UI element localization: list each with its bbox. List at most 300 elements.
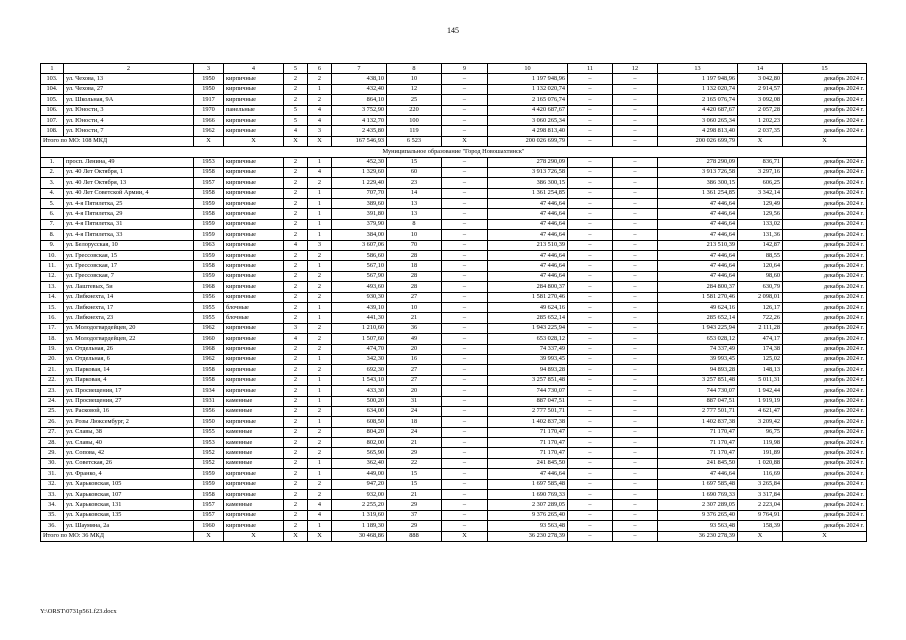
total-cell: X (224, 136, 284, 146)
col-11-cell: – (568, 427, 613, 437)
total-cost-cell: 1 361 254,85 (488, 188, 568, 198)
address-cell: ул. Грессовская, 7 (64, 271, 194, 281)
regional-cost-cell: 74 337,49 (658, 344, 738, 354)
col-12-cell: – (613, 115, 658, 125)
build-year-cell: 1952 (194, 458, 224, 468)
total-cell: 30 468,86 (332, 531, 387, 541)
col-12-cell: – (613, 510, 658, 520)
table-row (41, 157, 867, 167)
regional-cost-cell: 241 845,50 (658, 458, 738, 468)
build-year-cell: 1966 (194, 115, 224, 125)
total-cost-cell: 49 624,16 (488, 302, 568, 312)
col-11-cell: – (568, 167, 613, 177)
col-12-cell: – (613, 219, 658, 229)
regional-cost-cell: 47 446,64 (658, 230, 738, 240)
row-number-cell: 9. (41, 240, 64, 250)
build-year-cell: 1959 (194, 219, 224, 229)
header-cell: 13 (658, 64, 738, 74)
col-11-cell: – (568, 406, 613, 416)
col-9-cell: – (442, 219, 488, 229)
row-number-cell: 20. (41, 354, 64, 364)
regional-cost-cell: 94 893,28 (658, 365, 738, 375)
col-9-cell: – (442, 74, 488, 84)
deadline-cell: декабрь 2024 г. (783, 334, 867, 344)
deadline-cell: декабрь 2024 г. (783, 500, 867, 510)
wall-material-cell: кирпичные (224, 188, 284, 198)
area-cell: 449,00 (332, 469, 387, 479)
deadline-cell: декабрь 2024 г. (783, 126, 867, 136)
total-cost-cell: 71 170,47 (488, 448, 568, 458)
table-row (41, 448, 867, 458)
regional-cost-cell: 47 446,64 (658, 209, 738, 219)
address-cell: ул. Белорусская, 10 (64, 240, 194, 250)
unit-cost-cell: 4 621,47 (738, 406, 783, 416)
col-12-cell: – (613, 74, 658, 84)
floors-cell: 2 (284, 188, 308, 198)
table-row (41, 438, 867, 448)
wall-material-cell: кирпичные (224, 282, 284, 292)
total-cost-cell: 2 165 076,74 (488, 95, 568, 105)
regional-cost-cell: 47 446,64 (658, 261, 738, 271)
header-cell: 8 (387, 64, 442, 74)
table-row (41, 334, 867, 344)
entrances-cell: 2 (308, 271, 332, 281)
address-cell: ул. 40 Лет Октября, 13 (64, 178, 194, 188)
col-9-cell: – (442, 313, 488, 323)
address-cell: ул. Шаумяна, 2а (64, 521, 194, 531)
regional-cost-cell: 386 300,15 (658, 178, 738, 188)
col-12-cell: – (613, 323, 658, 333)
total-cell: X (194, 136, 224, 146)
col-11-cell: – (568, 95, 613, 105)
address-cell: ул. 40 Лет Советской Армии, 4 (64, 188, 194, 198)
wall-material-cell: блочные (224, 302, 284, 312)
total-cost-cell: 1 943 225,94 (488, 323, 568, 333)
unit-cost-cell: 2 111,28 (738, 323, 783, 333)
entrances-cell: 2 (308, 490, 332, 500)
build-year-cell: 1953 (194, 157, 224, 167)
col-9-cell: – (442, 323, 488, 333)
build-year-cell: 1963 (194, 240, 224, 250)
residents-cell: 28 (387, 271, 442, 281)
deadline-cell: декабрь 2024 г. (783, 479, 867, 489)
area-cell: 2 255,20 (332, 500, 387, 510)
col-11-cell: – (568, 365, 613, 375)
area-cell: 432,40 (332, 84, 387, 94)
address-cell: ул. Славы, 40 (64, 438, 194, 448)
build-year-cell: 1950 (194, 417, 224, 427)
build-year-cell: 1956 (194, 292, 224, 302)
entrances-cell: 2 (308, 365, 332, 375)
col-12-cell: – (613, 490, 658, 500)
floors-cell: 2 (284, 375, 308, 385)
row-number-cell: 16. (41, 313, 64, 323)
floors-cell: 3 (284, 323, 308, 333)
build-year-cell: 1958 (194, 261, 224, 271)
unit-cost-cell: 174,38 (738, 344, 783, 354)
address-cell: ул. Юности, 3 (64, 105, 194, 115)
floors-cell: 2 (284, 417, 308, 427)
wall-material-cell: кирпичные (224, 219, 284, 229)
table-row (41, 323, 867, 333)
total-cell: X (783, 531, 867, 541)
build-year-cell: 1953 (194, 438, 224, 448)
col-11-cell: – (568, 292, 613, 302)
entrances-cell: 2 (308, 427, 332, 437)
address-cell: ул. Просвещения, 17 (64, 386, 194, 396)
area-cell: 379,90 (332, 219, 387, 229)
col-9-cell: – (442, 469, 488, 479)
floors-cell: 2 (284, 251, 308, 261)
row-number-cell: 104. (41, 84, 64, 94)
build-year-cell: 1958 (194, 490, 224, 500)
header-cell: 3 (194, 64, 224, 74)
area-cell: 342,30 (332, 354, 387, 364)
wall-material-cell: кирпичные (224, 490, 284, 500)
col-11-cell: – (568, 344, 613, 354)
row-number-cell: 18. (41, 334, 64, 344)
area-cell: 433,30 (332, 386, 387, 396)
wall-material-cell: кирпичные (224, 74, 284, 84)
address-cell: ул. Харьковская, 135 (64, 510, 194, 520)
address-cell: ул. Лаштевых, 5и (64, 282, 194, 292)
table-row (41, 396, 867, 406)
col-11-cell: – (568, 417, 613, 427)
address-cell: ул. Молодогвардейцев, 20 (64, 323, 194, 333)
header-cell: 15 (783, 64, 867, 74)
build-year-cell: 1968 (194, 282, 224, 292)
total-cost-cell: 47 446,64 (488, 230, 568, 240)
wall-material-cell: кирпичные (224, 84, 284, 94)
build-year-cell: 1959 (194, 199, 224, 209)
regional-cost-cell: 47 446,64 (658, 251, 738, 261)
total-cost-cell: 285 652,14 (488, 313, 568, 323)
table-row (41, 354, 867, 364)
col-12-cell: – (613, 469, 658, 479)
housing-repair-table-wrapper (40, 63, 866, 542)
regional-cost-cell: 1 197 948,96 (658, 74, 738, 84)
regional-cost-cell: 47 446,64 (658, 219, 738, 229)
area-cell: 864,10 (332, 95, 387, 105)
total-cell: X (308, 531, 332, 541)
regional-cost-cell: 47 446,64 (658, 199, 738, 209)
area-cell: 634,00 (332, 406, 387, 416)
residents-cell: 12 (387, 84, 442, 94)
row-number-cell: 26. (41, 417, 64, 427)
header-cell: 7 (332, 64, 387, 74)
row-number-cell: 22. (41, 375, 64, 385)
area-cell: 3 607,06 (332, 240, 387, 250)
build-year-cell: 1959 (194, 469, 224, 479)
total-cost-cell: 47 446,64 (488, 469, 568, 479)
address-cell: ул. 4-я Пятилетка, 31 (64, 219, 194, 229)
col-11-cell: – (568, 375, 613, 385)
area-cell: 932,00 (332, 490, 387, 500)
area-cell: 1 210,60 (332, 323, 387, 333)
entrances-cell: 2 (308, 178, 332, 188)
total-cost-cell: 9 376 265,40 (488, 510, 568, 520)
col-12-cell: – (613, 84, 658, 94)
row-number-cell: 8. (41, 230, 64, 240)
total-cell: X (738, 531, 783, 541)
unit-cost-cell: 3 265,84 (738, 479, 783, 489)
table-row (41, 84, 867, 94)
wall-material-cell: кирпичные (224, 479, 284, 489)
unit-cost-cell: 606,25 (738, 178, 783, 188)
row-number-cell: 30. (41, 458, 64, 468)
residents-cell: 100 (387, 115, 442, 125)
row-number-cell: 23. (41, 386, 64, 396)
entrances-cell: 1 (308, 521, 332, 531)
floors-cell: 2 (284, 354, 308, 364)
table-row (41, 386, 867, 396)
address-cell: ул. Советская, 26 (64, 458, 194, 468)
row-number-cell: 106. (41, 105, 64, 115)
table-row (41, 199, 867, 209)
table-row (41, 178, 867, 188)
col-9-cell: – (442, 302, 488, 312)
deadline-cell: декабрь 2024 г. (783, 521, 867, 531)
total-cost-cell: 278 290,09 (488, 157, 568, 167)
row-number-cell: 32. (41, 479, 64, 489)
floors-cell: 2 (284, 282, 308, 292)
wall-material-cell: кирпичные (224, 251, 284, 261)
unit-cost-cell: 131,36 (738, 230, 783, 240)
wall-material-cell: кирпичные (224, 157, 284, 167)
deadline-cell: декабрь 2024 г. (783, 261, 867, 271)
col-11-cell: – (568, 74, 613, 84)
wall-material-cell: кирпичные (224, 354, 284, 364)
entrances-cell: 2 (308, 251, 332, 261)
table-row (41, 406, 867, 416)
build-year-cell: 1952 (194, 448, 224, 458)
col-9-cell: – (442, 510, 488, 520)
floors-cell: 2 (284, 261, 308, 271)
entrances-cell: 1 (308, 386, 332, 396)
col-12-cell: – (613, 126, 658, 136)
col-11-cell: – (568, 490, 613, 500)
build-year-cell: 1959 (194, 251, 224, 261)
unit-cost-cell: 2 098,01 (738, 292, 783, 302)
total-cost-cell: 1 402 837,38 (488, 417, 568, 427)
wall-material-cell: кирпичные (224, 510, 284, 520)
deadline-cell: декабрь 2024 г. (783, 282, 867, 292)
col-12-cell: – (613, 209, 658, 219)
area-cell: 3 752,90 (332, 105, 387, 115)
unit-cost-cell: 191,89 (738, 448, 783, 458)
col-9-cell: – (442, 334, 488, 344)
col-12-cell: – (613, 458, 658, 468)
build-year-cell: 1955 (194, 427, 224, 437)
unit-cost-cell: 1 020,88 (738, 458, 783, 468)
col-9-cell: – (442, 178, 488, 188)
table-row (41, 344, 867, 354)
total-cell: – (568, 136, 613, 146)
residents-cell: 21 (387, 490, 442, 500)
build-year-cell: 1970 (194, 105, 224, 115)
floors-cell: 5 (284, 105, 308, 115)
header-cell: 12 (613, 64, 658, 74)
col-12-cell: – (613, 271, 658, 281)
col-11-cell: – (568, 334, 613, 344)
total-cost-cell: 213 510,39 (488, 240, 568, 250)
row-number-cell: 31. (41, 469, 64, 479)
table-row (41, 521, 867, 531)
floors-cell: 2 (284, 406, 308, 416)
col-12-cell: – (613, 188, 658, 198)
col-9-cell: – (442, 282, 488, 292)
residents-cell: 24 (387, 406, 442, 416)
col-11-cell: – (568, 323, 613, 333)
area-cell: 930,30 (332, 292, 387, 302)
build-year-cell: 1917 (194, 95, 224, 105)
entrances-cell: 1 (308, 375, 332, 385)
table-row (41, 282, 867, 292)
address-cell: ул. Франко, 4 (64, 469, 194, 479)
col-9-cell: – (442, 354, 488, 364)
total-row (41, 136, 867, 146)
deadline-cell: декабрь 2024 г. (783, 448, 867, 458)
deadline-cell: декабрь 2024 г. (783, 375, 867, 385)
col-12-cell: – (613, 365, 658, 375)
build-year-cell: 1962 (194, 126, 224, 136)
col-11-cell: – (568, 386, 613, 396)
col-12-cell: – (613, 438, 658, 448)
build-year-cell: 1931 (194, 396, 224, 406)
row-number-cell: 35. (41, 510, 64, 520)
build-year-cell: 1958 (194, 188, 224, 198)
row-number-cell: 33. (41, 490, 64, 500)
table-row (41, 74, 867, 84)
build-year-cell: 1956 (194, 406, 224, 416)
build-year-cell: 1958 (194, 167, 224, 177)
floors-cell: 2 (284, 365, 308, 375)
unit-cost-cell: 116,69 (738, 469, 783, 479)
regional-cost-cell: 1 581 270,46 (658, 292, 738, 302)
address-cell: ул. Розы Люксембург, 2 (64, 417, 194, 427)
regional-cost-cell: 285 652,14 (658, 313, 738, 323)
row-number-cell: 5. (41, 199, 64, 209)
total-cell: X (783, 136, 867, 146)
regional-cost-cell: 1 361 254,85 (658, 188, 738, 198)
regional-cost-cell: 3 913 726,58 (658, 167, 738, 177)
address-cell: ул. Школьная, 9А (64, 95, 194, 105)
col-11-cell: – (568, 209, 613, 219)
row-number-cell: 25. (41, 406, 64, 416)
total-label: Итого по МО: 108 МКД (41, 136, 194, 146)
table-row (41, 251, 867, 261)
total-cost-cell: 1 197 948,96 (488, 74, 568, 84)
residents-cell: 28 (387, 282, 442, 292)
unit-cost-cell: 3 042,80 (738, 74, 783, 84)
entrances-cell: 4 (308, 167, 332, 177)
floors-cell: 2 (284, 209, 308, 219)
deadline-cell: декабрь 2024 г. (783, 74, 867, 84)
residents-cell: 29 (387, 500, 442, 510)
entrances-cell: 2 (308, 438, 332, 448)
residents-cell: 70 (387, 240, 442, 250)
floors-cell: 2 (284, 500, 308, 510)
deadline-cell: декабрь 2024 г. (783, 323, 867, 333)
table-row (41, 417, 867, 427)
wall-material-cell: кирпичные (224, 386, 284, 396)
build-year-cell: 1959 (194, 230, 224, 240)
area-cell: 1 189,30 (332, 521, 387, 531)
entrances-cell: 1 (308, 199, 332, 209)
wall-material-cell: кирпичные (224, 240, 284, 250)
entrances-cell: 2 (308, 448, 332, 458)
area-cell: 947,20 (332, 479, 387, 489)
row-number-cell: 107. (41, 115, 64, 125)
header-cell: 5 (284, 64, 308, 74)
wall-material-cell: кирпичные (224, 126, 284, 136)
residents-cell: 29 (387, 448, 442, 458)
residents-cell: 20 (387, 344, 442, 354)
header-cell: 11 (568, 64, 613, 74)
wall-material-cell: кирпичные (224, 521, 284, 531)
entrances-cell: 4 (308, 500, 332, 510)
col-9-cell: – (442, 84, 488, 94)
entrances-cell: 2 (308, 323, 332, 333)
unit-cost-cell: 5 011,31 (738, 375, 783, 385)
residents-cell: 27 (387, 365, 442, 375)
area-cell: 1 543,10 (332, 375, 387, 385)
table-row (41, 292, 867, 302)
area-cell: 802,00 (332, 438, 387, 448)
col-12-cell: – (613, 448, 658, 458)
total-cost-cell: 47 446,64 (488, 271, 568, 281)
total-cost-cell: 74 337,49 (488, 344, 568, 354)
unit-cost-cell: 630,79 (738, 282, 783, 292)
table-row (41, 261, 867, 271)
entrances-cell: 1 (308, 417, 332, 427)
header-cell: 4 (224, 64, 284, 74)
entrances-cell: 2 (308, 74, 332, 84)
deadline-cell: декабрь 2024 г. (783, 302, 867, 312)
build-year-cell: 1955 (194, 302, 224, 312)
address-cell: ул. Либкнехта, 23 (64, 313, 194, 323)
build-year-cell: 1950 (194, 84, 224, 94)
unit-cost-cell: 88,55 (738, 251, 783, 261)
address-cell: ул. 4-я Пятилетка, 33 (64, 230, 194, 240)
table-row (41, 458, 867, 468)
table-row (41, 209, 867, 219)
residents-cell: 13 (387, 209, 442, 219)
entrances-cell: 4 (308, 115, 332, 125)
deadline-cell: декабрь 2024 г. (783, 365, 867, 375)
floors-cell: 2 (284, 521, 308, 531)
build-year-cell: 1957 (194, 500, 224, 510)
regional-cost-cell: 278 290,09 (658, 157, 738, 167)
residents-cell: 21 (387, 313, 442, 323)
address-cell: ул. Расковой, 16 (64, 406, 194, 416)
col-9-cell: – (442, 115, 488, 125)
regional-cost-cell: 1 132 020,74 (658, 84, 738, 94)
total-cost-cell: 653 028,12 (488, 334, 568, 344)
address-cell: ул. Просвещения, 27 (64, 396, 194, 406)
col-11-cell: – (568, 240, 613, 250)
col-11-cell: – (568, 105, 613, 115)
row-number-cell: 3. (41, 178, 64, 188)
area-cell: 608,50 (332, 417, 387, 427)
residents-cell: 27 (387, 292, 442, 302)
unit-cost-cell: 1 202,23 (738, 115, 783, 125)
deadline-cell: декабрь 2024 г. (783, 157, 867, 167)
table-row (41, 365, 867, 375)
deadline-cell: декабрь 2024 г. (783, 313, 867, 323)
col-12-cell: – (613, 521, 658, 531)
total-label: Итого по МО: 36 МКД (41, 531, 194, 541)
